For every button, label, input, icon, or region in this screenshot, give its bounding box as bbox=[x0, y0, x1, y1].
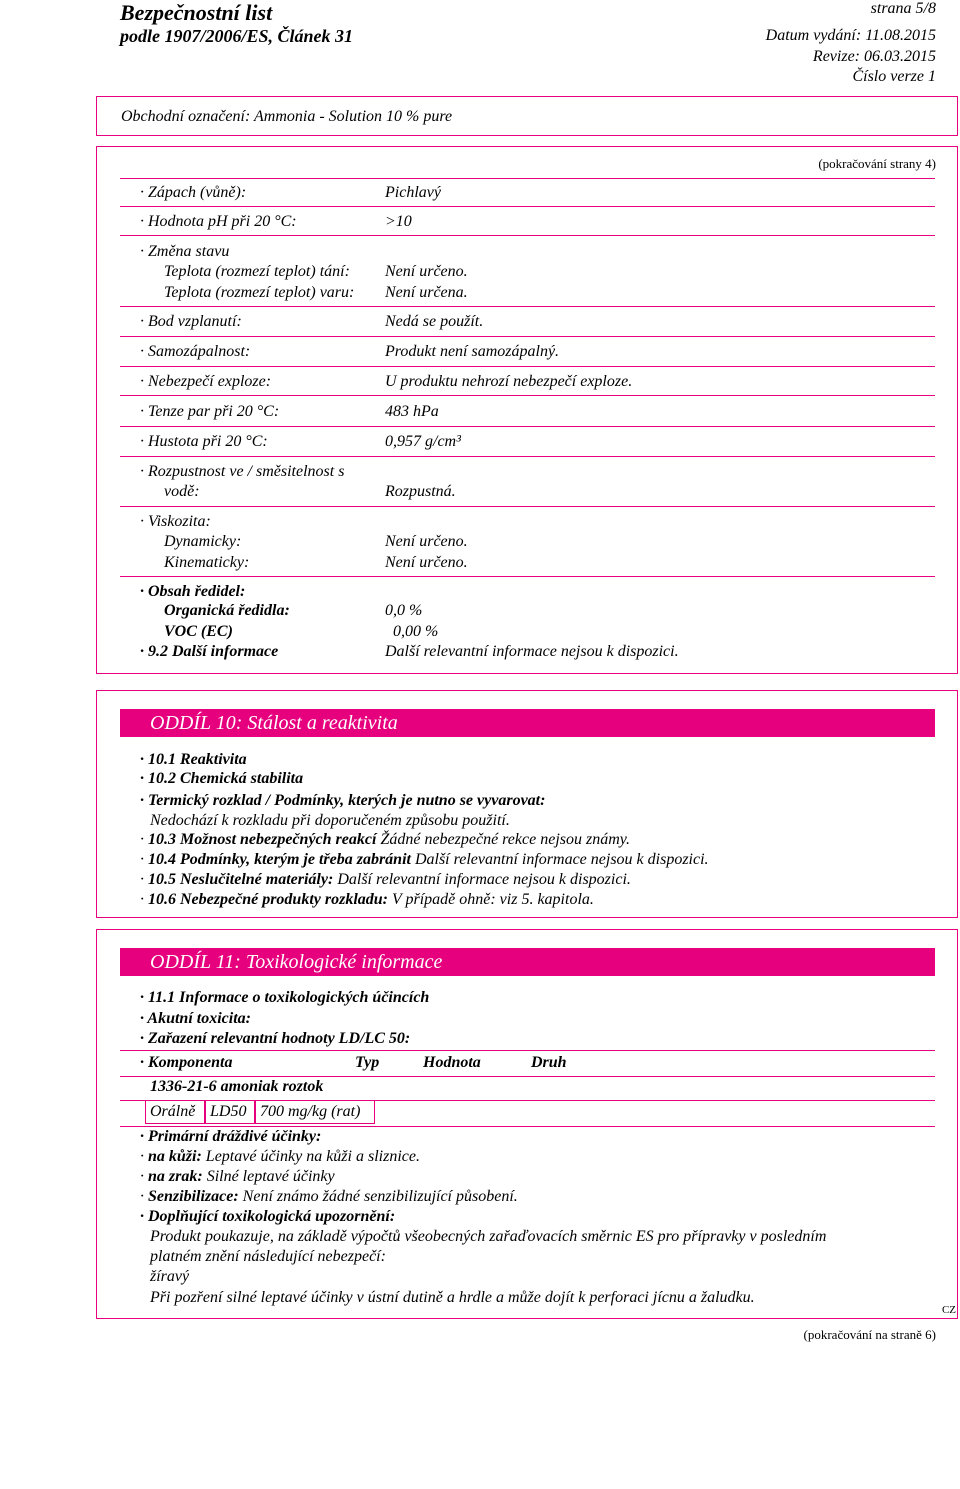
property-label: · Obsah ředidel: bbox=[140, 583, 246, 600]
section11-line: Produkt poukazuje, na základě výpočtů všeobecných zařaďovacích směrnic ES pro přípravky v posledním bbox=[150, 1228, 827, 1245]
document-title: Bezpečnostní list bbox=[120, 0, 273, 25]
country-code: CZ bbox=[941, 1304, 956, 1316]
section10-heading: ODDÍL 10: Stálost a reaktivita bbox=[120, 709, 935, 737]
property-label: · Hustota při 20 °C: bbox=[140, 433, 268, 450]
property-label: Teplota (rozmezí teplot) varu: bbox=[164, 284, 355, 301]
property-label: · 9.2 Další informace bbox=[140, 643, 279, 660]
property-value: 0,00 % bbox=[393, 623, 439, 640]
table-header-species: Druh bbox=[531, 1054, 567, 1071]
document-subtitle: podle 1907/2006/ES, Článek 31 bbox=[120, 26, 354, 46]
property-value: Není určena. bbox=[385, 284, 468, 301]
divider bbox=[120, 336, 935, 337]
table-cell-route: Orálně bbox=[145, 1100, 205, 1124]
property-value: Není určeno. bbox=[385, 263, 468, 280]
section11-line: · Zařazení relevantní hodnoty LD/LC 50: bbox=[140, 1030, 411, 1047]
table-header-type: Typ bbox=[355, 1054, 380, 1071]
property-label: vodě: bbox=[164, 483, 200, 500]
property-value: Produkt není samozápalný. bbox=[385, 343, 560, 360]
property-value: Rozpustná. bbox=[385, 483, 456, 500]
property-label: Teplota (rozmezí teplot) tání: bbox=[164, 263, 350, 280]
property-value: U produktu nehrozí nebezpečí exploze. bbox=[385, 373, 633, 390]
divider bbox=[120, 178, 935, 179]
section11-line: · na zrak: Silné leptavé účinky bbox=[140, 1168, 335, 1185]
divider bbox=[120, 506, 935, 507]
page-number: strana 5/8 bbox=[870, 0, 936, 17]
section11-line: Při pozření silné leptavé účinky v ústní dutině a hrdle a může dojít k perforaci jícnu a žaludku. bbox=[150, 1289, 755, 1306]
table-component-name: 1336-21-6 amoniak roztok bbox=[150, 1078, 324, 1095]
section11-line: · Akutní toxicita: bbox=[140, 1010, 251, 1027]
property-value: >10 bbox=[385, 213, 412, 230]
section11-line: žíravý bbox=[150, 1268, 190, 1285]
continuation-top: (pokračování strany 4) bbox=[818, 156, 936, 171]
trade-name: Obchodní označení: Ammonia - Solution 10 % pure bbox=[121, 108, 453, 125]
property-label: · Hodnota pH při 20 °C: bbox=[140, 213, 297, 230]
section11-line: · na kůži: Leptavé účinky na kůži a sliznice. bbox=[140, 1148, 420, 1165]
divider bbox=[120, 366, 935, 367]
property-label: · Viskozita: bbox=[140, 513, 211, 530]
section11-line: platném znění následující nebezpečí: bbox=[150, 1248, 386, 1265]
revision-date: Revize: 06.03.2015 bbox=[812, 48, 936, 65]
section10-line: · 10.4 Podmínky, kterým je třeba zabránit Další relevantní informace nejsou k dispozici. bbox=[140, 851, 709, 868]
property-value: Nedá se použít. bbox=[385, 313, 484, 330]
property-value: 483 hPa bbox=[385, 403, 439, 420]
property-value: 0,0 % bbox=[385, 602, 423, 619]
property-value: Není určeno. bbox=[385, 554, 468, 571]
divider bbox=[120, 395, 935, 396]
property-label: VOC (EC) bbox=[164, 623, 233, 640]
property-label: · Samozápalnost: bbox=[140, 343, 251, 360]
property-label: · Zápach (vůně): bbox=[140, 184, 247, 201]
section10-line: · 10.1 Reaktivita bbox=[140, 751, 247, 768]
section11-line: · Primární dráždivé účinky: bbox=[140, 1128, 322, 1145]
table-bottom-border bbox=[120, 1126, 935, 1127]
table-cell-type: LD50 bbox=[205, 1100, 255, 1124]
property-label: Dynamicky: bbox=[164, 533, 242, 550]
trade-name-box bbox=[96, 96, 958, 136]
property-label: · Tenze par při 20 °C: bbox=[140, 403, 280, 420]
section10-line: · 10.5 Neslučitelné materiály: Další relevantní informace nejsou k dispozici. bbox=[140, 871, 631, 888]
section10-line: · 10.3 Možnost nebezpečných reakcí Žádné nebezpečné rekce nejsou známy. bbox=[140, 831, 630, 848]
divider bbox=[120, 576, 935, 577]
divider bbox=[120, 206, 935, 207]
property-label: · Bod vzplanutí: bbox=[140, 313, 242, 330]
property-label: Kinematicky: bbox=[164, 554, 250, 571]
divider bbox=[120, 235, 935, 236]
property-value: Není určeno. bbox=[385, 533, 468, 550]
continuation-bottom: (pokračování na straně 6) bbox=[803, 1327, 936, 1342]
property-label: · Rozpustnost ve / směsitelnost s bbox=[140, 463, 345, 480]
property-value: Pichlavý bbox=[385, 184, 441, 201]
property-label: · Nebezpečí exploze: bbox=[140, 373, 272, 390]
divider bbox=[120, 306, 935, 307]
version-number: Číslo verze 1 bbox=[852, 68, 936, 85]
issue-date: Datum vydání: 11.08.2015 bbox=[765, 27, 936, 44]
section11-line: · Doplňující toxikologická upozornění: bbox=[140, 1208, 396, 1225]
divider bbox=[120, 456, 935, 457]
table-header-value: Hodnota bbox=[423, 1054, 481, 1071]
property-label: Organická ředidla: bbox=[164, 602, 290, 619]
property-value: 0,957 g/cm³ bbox=[385, 433, 461, 450]
divider bbox=[120, 426, 935, 427]
section10-line: · Termický rozklad / Podmínky, kterých je nutno se vyvarovat: bbox=[140, 792, 546, 809]
section11-heading: ODDÍL 11: Toxikologické informace bbox=[120, 948, 935, 976]
section10-line: · 10.6 Nebezpečné produkty rozkladu: V případě ohně: viz 5. kapitola. bbox=[140, 891, 594, 908]
section11-line: · 11.1 Informace o toxikologických účincích bbox=[140, 989, 430, 1006]
table-header-component: · Komponenta bbox=[140, 1054, 233, 1071]
property-label: · Změna stavu bbox=[140, 243, 230, 260]
section10-line: · 10.2 Chemická stabilita bbox=[140, 770, 304, 787]
section11-line: · Senzibilizace: Není známo žádné senzibilizující působení. bbox=[140, 1188, 518, 1205]
table-cell-value: 700 mg/kg (rat) bbox=[255, 1100, 375, 1124]
section10-line: Nedochází k rozkladu při doporučeném způsobu použití. bbox=[150, 812, 510, 829]
property-value: Další relevantní informace nejsou k dispozici. bbox=[385, 643, 679, 660]
table-divider bbox=[120, 1076, 935, 1077]
table-top-border bbox=[120, 1050, 935, 1051]
